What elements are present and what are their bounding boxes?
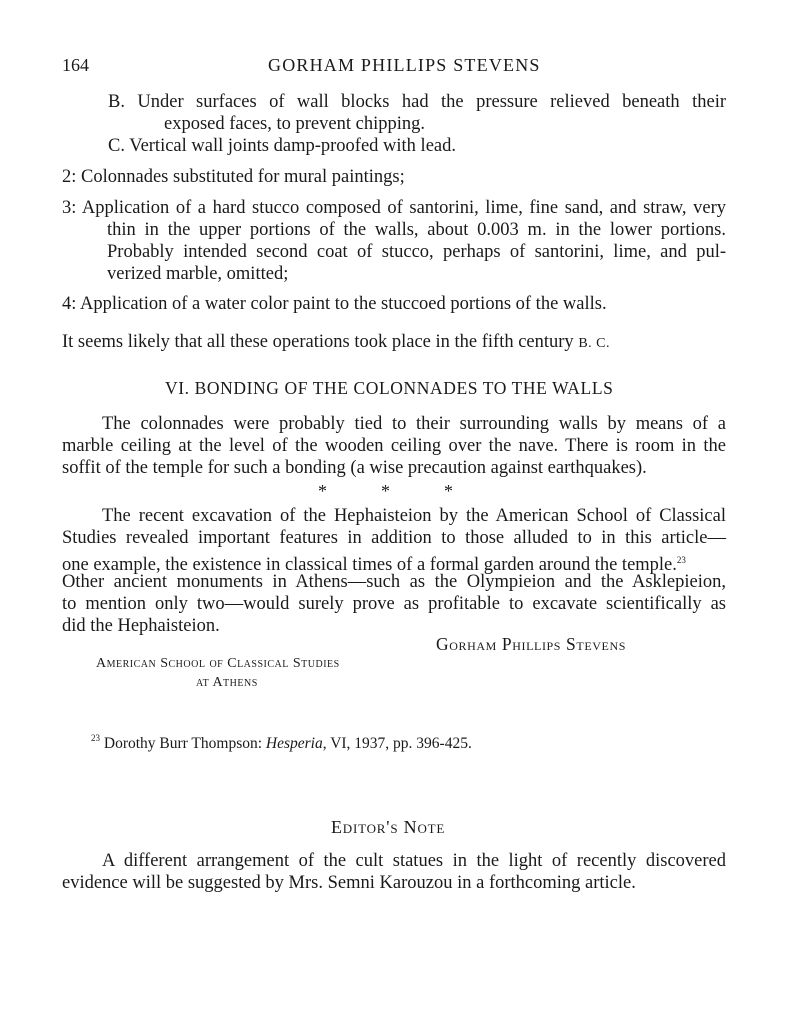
author-signature: Gorham Phillips Stevens — [436, 634, 626, 654]
section-heading: VI. BONDING OF THE COLONNADES TO THE WALLS — [165, 378, 614, 398]
editors-note-line1: A different arrangement of the cult statues in the light of recently discovered — [102, 851, 726, 871]
page-number: 164 — [62, 55, 89, 75]
section-p2-line5: to mention only two—would surely prove as profitable to excavate scientifically as — [62, 594, 726, 614]
list-item-3-line1: 3: Application of a hard stucco composed of santorini, lime, fine sand, and straw, very — [62, 198, 726, 218]
footnote-journal: Hesperia — [265, 735, 323, 752]
footnote-ref: 23 — [676, 555, 686, 565]
section-break-asterisks — [318, 481, 453, 502]
section-p2-line2: Studies revealed important features in addition to those alluded to in this article— — [62, 528, 726, 548]
era-abbrev: B. C. — [578, 336, 610, 351]
editors-note-line2: evidence will be suggested by Mrs. Semni Karouzou in a forthcoming article. — [62, 873, 636, 893]
list-item-3-line2: thin in the upper portions of the walls, about 0.003 m. in the lower portions. — [107, 220, 726, 240]
list-item-b-line2: exposed faces, to prevent chipping. — [164, 114, 425, 134]
footnote-rest: , VI, 1937, pp. 396-425. — [322, 735, 472, 752]
list-item-2: 2: Colonnades substituted for mural paintings; — [62, 167, 405, 187]
asterisk: * — [318, 481, 327, 501]
section-p1-line3: soffit of the temple for such a bonding (a wise precaution against earthquakes). — [62, 458, 647, 478]
list-item-b-line1: B. Under surfaces of wall blocks had the pressure relieved beneath their — [108, 92, 726, 112]
footnote-author: Dorothy Burr Thompson: — [103, 735, 266, 752]
affiliation-line1: American School of Classical Studies — [96, 656, 340, 671]
footnote — [91, 733, 472, 753]
section-p1-line2: marble ceiling at the level of the wooden ceiling over the nave. There is room in the — [62, 436, 726, 456]
list-item-3-line4: verized marble, omitted; — [107, 264, 289, 284]
conclusion-text: It seems likely that all these operations took place in the fifth century — [62, 332, 574, 352]
running-title: GORHAM PHILLIPS STEVENS — [268, 55, 541, 75]
section-p2-line6: did the Hephaisteion. — [62, 616, 220, 636]
asterisk: * — [381, 481, 390, 501]
section-p2-line1: The recent excavation of the Hephaisteion by the American School of Classical — [102, 506, 726, 526]
conclusion-sentence — [62, 330, 610, 356]
list-item-3-line3: Probably intended second coat of stucco, perhaps of santorini, lime, and pul- — [107, 242, 726, 262]
affiliation-line2: at Athens — [196, 675, 258, 690]
editors-note-title: Editor's Note — [331, 817, 446, 837]
list-item-c: C. Vertical wall joints damp-proofed with lead. — [108, 136, 456, 156]
section-p2-line4: Other ancient monuments in Athens—such as the Olympieion and the Asklepieion, — [62, 572, 726, 592]
footnote-number: 23 — [91, 733, 100, 743]
section-p1-line1: The colonnades were probably tied to their surrounding walls by means of a — [102, 414, 726, 434]
asterisk: * — [444, 481, 453, 501]
section-p2-line3-text: one example, the existence in classical times of a formal garden around the temple. — [62, 555, 677, 575]
list-item-4: 4: Application of a water color paint to the stuccoed portions of the walls. — [62, 294, 607, 314]
